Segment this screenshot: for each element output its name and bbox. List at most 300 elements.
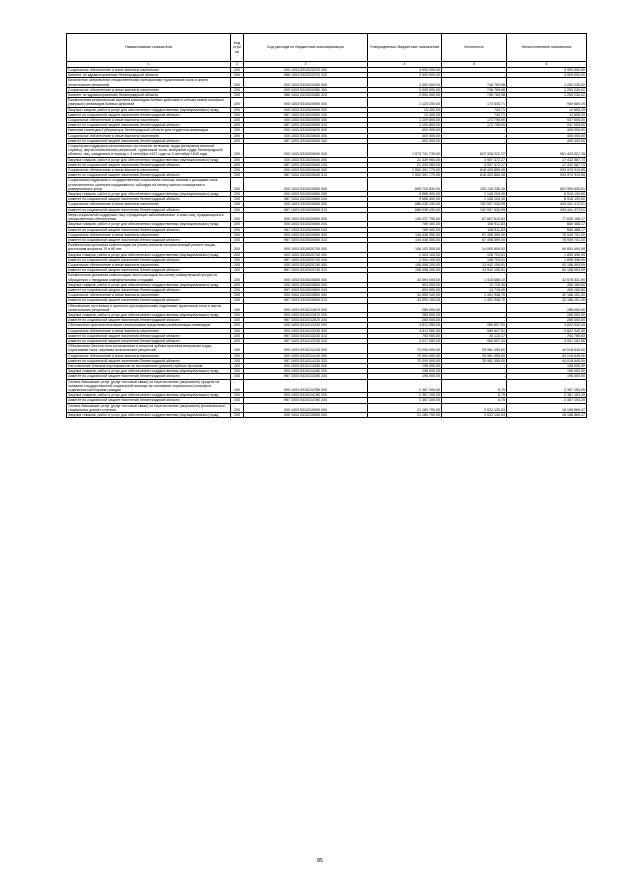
row-line-code: 200 — [231, 243, 244, 252]
row-line-code: 200 — [231, 144, 244, 158]
row-approved-amount: 503 900,00 — [368, 287, 442, 292]
row-executed-amount: - — [442, 303, 507, 312]
row-approved-amount: 9 666 400,00 — [368, 192, 442, 197]
row-line-code: 200 — [231, 257, 244, 262]
row-budget-code: 987 1003 5310020590 313 — [244, 123, 368, 128]
row-indicator-name: Закупка товаров, работ и услуг для обеспечения государственных (муниципальных) нужд — [67, 107, 231, 112]
row-budget-code: 000 1003 5310215050 200 — [244, 413, 368, 418]
row-unexecuted-amount: 951 403 507,28 — [507, 144, 587, 158]
row-indicator-name: Социальное обеспечение и иные выплаты населению — [67, 133, 231, 138]
row-budget-code: 987 1003 5310020650 313 — [244, 207, 368, 212]
row-budget-code: 000 1003 5310020690 200 — [244, 222, 368, 227]
row-budget-code: 000 1003 5310214280 200 — [244, 369, 368, 374]
row-unexecuted-amount: 12 655,29 — [507, 112, 587, 117]
row-executed-amount: - — [442, 68, 507, 73]
row-unexecuted-amount: 17 432 587,73 — [507, 157, 587, 162]
column-number: 1 — [67, 62, 231, 68]
row-approved-amount: 4 811 950,00 — [368, 323, 442, 328]
row-budget-code: 000 1003 5310020800 200 — [244, 282, 368, 287]
row-unexecuted-amount: 3 900 000,00 — [507, 73, 587, 78]
row-line-code: 200 — [231, 328, 244, 333]
row-unexecuted-amount: 198 000,00 — [507, 369, 587, 374]
row-indicator-name: Социальное обеспечение и иные выплаты населению — [67, 87, 231, 92]
table-row — [67, 144, 587, 158]
row-indicator-name: Социальное обеспечение и иные выплаты населению — [67, 328, 231, 333]
row-budget-code: 987 1003 5310020800 244 — [244, 287, 368, 292]
row-indicator-name: Бесплатное обеспечение лекарственными препаратами труженников тыла и жертв политических репрессий — [67, 78, 231, 87]
page-number: 85 — [316, 858, 324, 864]
column-number: 5 — [442, 62, 507, 68]
row-unexecuted-amount: 1 895 396,99 — [507, 257, 587, 262]
row-unexecuted-amount: 680 488,17 — [507, 222, 587, 227]
row-indicator-name: комитет по социальной защите населения Ленинградской области — [67, 162, 231, 167]
row-approved-amount: 3 900 000,00 — [368, 68, 442, 73]
row-budget-code: 000 1003 5310020800 300 — [244, 293, 368, 298]
row-executed-amount: 173 530,71 — [442, 98, 507, 107]
row-unexecuted-amount: 12 655,29 — [507, 107, 587, 112]
row-executed-amount: 29 110,17 — [442, 333, 507, 338]
row-approved-amount: 686 038 430,00 — [368, 207, 442, 212]
row-indicator-name: Социальная поддержка и государственная социальная помощь семьям с доходами ниже установленного критерия нуждаемости, субсидии на оплату жилого помещения и коммунальных услуг — [67, 178, 231, 192]
row-executed-amount: 6,75 — [442, 393, 507, 398]
row-unexecuted-amount: 400 000,00 — [507, 138, 587, 143]
table-body — [67, 68, 587, 418]
row-indicator-name: Оплата банковских услуг (услуг почтовой связи) по перечислению (пересылке) средств на оказание государственной социальной помощи на основании социального контракта отдельным категориям граждан — [67, 379, 231, 393]
row-indicator-name: комитет по социальной защите населения Ленинградской области — [67, 123, 231, 128]
row-unexecuted-amount: 77 630 189,17 — [507, 212, 587, 221]
row-unexecuted-amount: 76 949 701,00 — [507, 232, 587, 237]
row-unexecuted-amount: 1 253 230,02 — [507, 93, 587, 98]
row-approved-amount: 400 000,00 — [368, 133, 442, 138]
row-unexecuted-amount: 1 253 230,02 — [507, 78, 587, 87]
row-indicator-name: комитет по социальной защите населения Ленинградской области — [67, 173, 231, 178]
column-number: 4 — [368, 62, 442, 68]
row-unexecuted-amount: 933 970 919,55 — [507, 168, 587, 173]
row-indicator-name: Обеспечение дополнительными техническими средствами реабилитации инвалидов — [67, 323, 231, 328]
row-indicator-name: Закупка товаров, работ и услуг для обеспечения государственных (муниципальных) нужд — [67, 393, 231, 398]
row-unexecuted-amount: 3 822 042,49 — [507, 323, 587, 328]
row-budget-code: 000 1003 5310020740 300 — [244, 262, 368, 267]
row-approved-amount: 106 098 200,00 — [368, 262, 442, 267]
header-unexecuted: Неисполненные назначения — [507, 34, 587, 62]
row-budget-code: 000 1003 5310020370 300 — [244, 68, 368, 73]
row-unexecuted-amount: 2 367 193,25 — [507, 393, 587, 398]
row-unexecuted-amount: 94 051 490,08 — [507, 243, 587, 252]
row-executed-amount: 67 498 599,00 — [442, 232, 507, 237]
row-unexecuted-amount: 1 253 230,02 — [507, 87, 587, 92]
row-indicator-name: комитет по социальной защите населения Ленинградской области — [67, 374, 231, 379]
row-line-code: 200 — [231, 73, 244, 78]
row-approved-amount: 285 000,00 — [368, 318, 442, 323]
row-budget-code: 000 1003 5310020590 000 — [244, 98, 368, 107]
row-budget-code: 000 1003 5310020380 300 — [244, 87, 368, 92]
row-indicator-name: Социальное обеспечение и иные выплаты населению — [67, 262, 231, 267]
row-line-code: 200 — [231, 162, 244, 167]
row-unexecuted-amount: 44 018 645,00 — [507, 358, 587, 363]
row-unexecuted-amount: 764 789,83 — [507, 333, 587, 338]
row-approved-amount: 70 000 000,00 — [368, 344, 442, 353]
row-budget-code: 987 1003 5310020640 313 — [244, 173, 368, 178]
row-budget-code: 000 1003 5310214780 200 — [244, 393, 368, 398]
row-indicator-name: комитет по социальной защите населения Ленинградской области — [67, 227, 231, 232]
row-indicator-name: комитет по социальной защите населения Ленинградской области — [67, 398, 231, 403]
header-executed: Исполнено — [442, 34, 507, 62]
row-unexecuted-amount: 92 156 093,09 — [507, 268, 587, 273]
row-executed-amount: 618 420 850,45 — [442, 173, 507, 178]
row-budget-code: 000 1003 5310214780 000 — [244, 379, 368, 393]
row-budget-code: 000 1003 5310213230 300 — [244, 328, 368, 333]
row-approved-amount: 144 448 350,00 — [368, 232, 442, 237]
row-executed-amount: 13 942 106,91 — [442, 262, 507, 267]
row-unexecuted-amount: 8 518 190,60 — [507, 197, 587, 202]
row-indicator-name: Закупка товаров, работ и услуг для обеспечения государственных (муниципальных) нужд — [67, 369, 231, 374]
row-line-code: 200 — [231, 369, 244, 374]
row-indicator-name: Меры социальной поддержки лиц, страдающих заболеваниями, и иных лиц, нуждающихся в лекарственном обеспечении — [67, 212, 231, 221]
row-unexecuted-amount: 937 005,00 — [507, 123, 587, 128]
row-budget-code: 000 1003 5310020690 300 — [244, 232, 368, 237]
row-approved-amount: 4 811 950,00 — [368, 328, 442, 333]
row-budget-code: 987 1003 5310020640 244 — [244, 162, 368, 167]
row-line-code: 200 — [231, 338, 244, 343]
row-budget-code: 987 1003 5310020690 313 — [244, 237, 368, 242]
row-line-code: 200 — [231, 379, 244, 393]
row-line-code: 200 — [231, 374, 244, 379]
row-budget-code: 000 1003 5310020590 300 — [244, 118, 368, 123]
row-approved-amount: 285 000,00 — [368, 303, 442, 312]
row-unexecuted-amount: 490 180,60 — [507, 282, 587, 287]
row-approved-amount: 13 400,00 — [368, 112, 442, 117]
row-unexecuted-amount: 3 057 252,66 — [507, 338, 587, 343]
row-approved-amount: 2 000 000,00 — [368, 78, 442, 87]
row-budget-code: 000 1003 5310213230 000 — [244, 323, 368, 328]
row-indicator-name: Обеспечение протезами и протезно-ортопедическими изделиями тружеников тыла и жертв политических репрессий — [67, 303, 231, 312]
row-budget-code: 000 1003 5310020690 000 — [244, 212, 368, 221]
row-line-code: 200 — [231, 232, 244, 237]
budget-execution-table — [66, 33, 587, 418]
row-line-code: 200 — [231, 133, 244, 138]
row-line-code: 200 — [231, 123, 244, 128]
row-executed-amount: 192 597 026,99 — [442, 207, 507, 212]
row-budget-code: 000 1003 5310214280 000 — [244, 363, 368, 368]
row-unexecuted-amount: 8 518 190,60 — [507, 192, 587, 197]
row-executed-amount: 172 795,00 — [442, 123, 507, 128]
row-indicator-name: Социальное обеспечение и иные выплаты населению — [67, 202, 231, 207]
row-approved-amount: 1 573 731 730,00 — [368, 144, 442, 158]
row-unexecuted-amount: 32 188 151,30 — [507, 298, 587, 303]
row-indicator-name: Ежемесячная денежная компенсация на уплату взносов на капитальный ремонт лицам, достигшим возраста 70 и 80 лет — [67, 243, 231, 252]
row-budget-code: 000 1003 5310020740 000 — [244, 243, 368, 252]
row-line-code: 200 — [231, 138, 244, 143]
row-approved-amount: 1 552 391 770,00 — [368, 168, 442, 173]
row-line-code: 200 — [231, 413, 244, 418]
table-row — [67, 379, 587, 393]
row-executed-amount: 108 703,01 — [442, 252, 507, 257]
row-executed-amount: 618 420 850,45 — [442, 168, 507, 173]
row-approved-amount: 34 094 000,00 — [368, 273, 442, 282]
row-executed-amount: 6,75 — [442, 398, 507, 403]
row-approved-amount: 1 109 800,00 — [368, 123, 442, 128]
table-row — [67, 78, 587, 87]
table-header-row — [67, 34, 587, 62]
row-indicator-name: комитет по социальной защите населения Ленинградской области — [67, 298, 231, 303]
row-unexecuted-amount: 198 000,00 — [507, 374, 587, 379]
row-approved-amount: 70 000 000,00 — [368, 353, 442, 358]
row-line-code: 200 — [231, 197, 244, 202]
row-approved-amount: 198 000,00 — [368, 369, 442, 374]
row-budget-code: 000 1003 5310020630 000 — [244, 128, 368, 133]
row-approved-amount: 33 590 100,00 — [368, 293, 442, 298]
row-indicator-name: комитет по социальной защите населения Ленинградской области — [67, 318, 231, 323]
row-executed-amount: 744,71 — [442, 107, 507, 112]
row-executed-amount: 172 795,00 — [442, 118, 507, 123]
row-approved-amount: 198 000,00 — [368, 374, 442, 379]
row-approved-amount: 400 000,00 — [368, 128, 442, 133]
row-indicator-name: комитет по социальной защите населения Ленинградской области — [67, 197, 231, 202]
row-executed-amount: 108 703,01 — [442, 257, 507, 262]
row-line-code: 200 — [231, 312, 244, 317]
row-indicator-name: комитет по социальной защите населения Ленинградской области — [67, 268, 231, 273]
row-line-code: 200 — [231, 227, 244, 232]
row-line-code: 200 — [231, 68, 244, 73]
row-indicator-name: Социальное обеспечение и иные выплаты населению — [67, 118, 231, 123]
row-unexecuted-amount: 44 018 645,00 — [507, 353, 587, 358]
row-unexecuted-amount: 285 000,00 — [507, 318, 587, 323]
row-executed-amount: 1 401 948,70 — [442, 298, 507, 303]
row-executed-amount: 13 719,40 — [442, 287, 507, 292]
row-executed-amount: 1 148 209,40 — [442, 197, 507, 202]
row-unexecuted-amount: 76 949 701,00 — [507, 237, 587, 242]
row-indicator-name: Социальное обеспечение и иные выплаты населению — [67, 232, 231, 237]
row-unexecuted-amount: 933 970 919,55 — [507, 173, 587, 178]
row-indicator-name: Комитет по здравоохранению Ленинградской области — [67, 93, 231, 98]
row-line-code: 200 — [231, 93, 244, 98]
column-number: 6 — [507, 62, 587, 68]
row-indicator-name: комитет по социальной защите населения Ленинградской области — [67, 138, 231, 143]
row-executed-amount: 192 597 026,99 — [442, 202, 507, 207]
row-approved-amount: 21 180 700,00 — [368, 403, 442, 412]
header-indicator-name: Наименование показателя — [67, 34, 231, 62]
row-approved-amount: 2 004 100,00 — [368, 257, 442, 262]
row-indicator-name: Социальное обеспечение и иные выплаты населению — [67, 353, 231, 358]
row-executed-amount: 67 607 510,83 — [442, 212, 507, 221]
row-approved-amount: 108 102 300,00 — [368, 243, 442, 252]
row-executed-amount: - — [442, 128, 507, 133]
row-unexecuted-amount: 198 000,00 — [507, 363, 587, 368]
row-line-code: 200 — [231, 118, 244, 123]
row-line-code: 200 — [231, 192, 244, 197]
row-indicator-name: Социальное обеспечение и иные выплаты населению — [67, 168, 231, 173]
row-executed-amount: 108 911,83 — [442, 222, 507, 227]
row-budget-code: 000 1003 5310020650 300 — [244, 202, 368, 207]
row-line-code: 200 — [231, 403, 244, 412]
row-line-code: 200 — [231, 268, 244, 273]
row-approved-amount: 285 000,00 — [368, 312, 442, 317]
row-approved-amount: 33 590 100,00 — [368, 298, 442, 303]
row-budget-code: 000 1003 5310214130 000 — [244, 344, 368, 353]
row-approved-amount: 1 552 391 770,00 — [368, 173, 442, 178]
row-unexecuted-amount: 490 180,60 — [507, 287, 587, 292]
row-budget-code: 000 1003 5310020590 200 — [244, 107, 368, 112]
row-budget-code: 000 1003 5310020650 200 — [244, 192, 368, 197]
row-executed-amount: 989 807,51 — [442, 328, 507, 333]
row-line-code: 200 — [231, 363, 244, 368]
row-indicator-name: Социальное обеспечение и иные выплаты населению — [67, 293, 231, 298]
row-line-code: 200 — [231, 202, 244, 207]
row-unexecuted-amount: 1 895 396,99 — [507, 252, 587, 257]
column-number: 2 — [231, 62, 244, 68]
row-budget-code: 987 1003 5310020740 244 — [244, 257, 368, 262]
row-line-code: 200 — [231, 78, 244, 87]
row-line-code: 200 — [231, 318, 244, 323]
row-indicator-name: Комитет по здравоохранению Ленинградской области — [67, 73, 231, 78]
row-indicator-name: комитет по социальной защите населения Ленинградской области — [67, 287, 231, 292]
row-executed-amount: 25 981 355,00 — [442, 344, 507, 353]
row-budget-code: 000 1003 5310020380 000 — [244, 78, 368, 87]
row-approved-amount: 145 237 750,00 — [368, 212, 442, 221]
row-approved-amount: 13 400,00 — [368, 107, 442, 112]
row-approved-amount: 789 400,00 — [368, 222, 442, 227]
row-budget-code: 986 1003 5310020380 323 — [244, 93, 368, 98]
row-executed-amount: 3 022 130,53 — [442, 413, 507, 418]
row-approved-amount: 21 180 700,00 — [368, 413, 442, 418]
row-approved-amount: 3 900 000,00 — [368, 73, 442, 78]
row-executed-amount: 960 697,34 — [442, 338, 507, 343]
row-indicator-name: Социальное обеспечение и иные выплаты населению — [67, 68, 231, 73]
table-row — [67, 303, 587, 312]
row-indicator-name: комитет по социальной защите населения Ленинградской области — [67, 257, 231, 262]
row-executed-amount: - — [442, 312, 507, 317]
row-indicator-name: Изготовление бланков сертификатов на изготовление (ремонт) зубных протезов — [67, 363, 231, 368]
row-indicator-name: комитет по социальной защите населения Ленинградской области — [67, 338, 231, 343]
row-executed-amount: 14 050 809,92 — [442, 243, 507, 252]
row-executed-amount: 13 942 106,91 — [442, 268, 507, 273]
row-line-code: 200 — [231, 178, 244, 192]
row-indicator-name: комитет по социальной защите населения Ленинградской области — [67, 358, 231, 363]
row-line-code: 200 — [231, 333, 244, 338]
row-indicator-name: Именная стипендия Губернатора Ленинградской области для студентов-инвалидов — [67, 128, 231, 133]
row-budget-code: 987 1003 5310020650 244 — [244, 197, 368, 202]
row-unexecuted-amount: 937 005,00 — [507, 118, 587, 123]
row-indicator-name: Закупка товаров, работ и услуг для обеспечения государственных (муниципальных) нужд — [67, 413, 231, 418]
row-line-code: 200 — [231, 398, 244, 403]
row-line-code: 200 — [231, 112, 244, 117]
row-approved-amount: 144 448 350,00 — [368, 237, 442, 242]
row-line-code: 200 — [231, 128, 244, 133]
header-approved: Утвержденные бюджетные назначения — [368, 34, 442, 62]
row-budget-code: 987 1003 5310214280 244 — [244, 374, 368, 379]
row-budget-code: 000 1003 5310020650 000 — [244, 178, 368, 192]
row-indicator-name: Обеспечение бесплатного изготовления и ремонта зубных протезов ветеранам труда, труженикам тыла, жертвам политических репрессий — [67, 344, 231, 353]
table-row — [67, 178, 587, 192]
row-budget-code: 000 1003 5310212870 000 — [244, 303, 368, 312]
row-budget-code: 987 1003 5310020740 313 — [244, 268, 368, 273]
row-unexecuted-amount: 17 432 587,73 — [507, 162, 587, 167]
row-approved-amount: 1 123 200,00 — [368, 98, 442, 107]
column-number: 3 — [244, 62, 368, 68]
row-approved-amount: 21 339 960,00 — [368, 157, 442, 162]
row-budget-code: 000 1003 5310212870 200 — [244, 312, 368, 317]
row-executed-amount: - — [442, 138, 507, 143]
row-line-code: 200 — [231, 273, 244, 282]
row-line-code: 200 — [231, 98, 244, 107]
row-indicator-name: Закупка товаров, работ и услуг для обеспечения государственных (муниципальных) нужд — [67, 312, 231, 317]
row-executed-amount: 746 769,98 — [442, 78, 507, 87]
row-unexecuted-amount: 493 441 373,01 — [507, 202, 587, 207]
row-budget-code: 987 1003 5310020590 244 — [244, 112, 368, 117]
row-line-code: 200 — [231, 212, 244, 221]
row-approved-amount: 2 367 200,00 — [368, 398, 442, 403]
row-budget-code: 000 1003 5310020640 300 — [244, 168, 368, 173]
row-indicator-name: Закупка товаров, работ и услуг для обеспечения государственных (муниципальных) нужд — [67, 192, 231, 197]
row-executed-amount: 25 981 355,00 — [442, 358, 507, 363]
row-approved-amount: 2 004 100,00 — [368, 252, 442, 257]
row-budget-code: 987 1003 5310020630 340 — [244, 138, 368, 143]
table-row — [67, 344, 587, 353]
table-row — [67, 273, 587, 282]
row-line-code: 200 — [231, 298, 244, 303]
row-budget-code: 986 1003 5310020370 323 — [244, 73, 368, 78]
row-approved-amount: 686 038 430,00 — [368, 202, 442, 207]
row-unexecuted-amount: 3 822 042,49 — [507, 328, 587, 333]
row-executed-amount: - — [442, 374, 507, 379]
row-indicator-name: Оплата банковских услуг (услуг почтовой связи) по перечислению (пересылке) региональных социальных доплат к пенсии — [67, 403, 231, 412]
row-executed-amount: - — [442, 73, 507, 78]
row-budget-code: 987 1003 5310020800 313 — [244, 298, 368, 303]
row-line-code: 200 — [231, 287, 244, 292]
row-indicator-name: Закупка товаров, работ и услуг для обеспечения государственных (муниципальных) нужд — [67, 252, 231, 257]
row-indicator-name: Ежемесячная региональная выплата инвалидам боевых действий и членам семей погибших (умерших) инвалидов боевых действий — [67, 98, 231, 107]
row-approved-amount: 2 000 000,00 — [368, 93, 442, 98]
row-executed-amount: 1 148 209,40 — [442, 192, 507, 197]
row-approved-amount: 4 017 950,00 — [368, 338, 442, 343]
row-unexecuted-amount: 501 959 593,61 — [507, 178, 587, 192]
row-executed-amount: - — [442, 133, 507, 138]
row-unexecuted-amount: 44 018 645,00 — [507, 344, 587, 353]
row-unexecuted-amount: 949 669,29 — [507, 98, 587, 107]
header-line-code: Код стро ки — [231, 34, 244, 62]
header-budget-code: Код расхода по бюджетной классификации — [244, 34, 368, 62]
row-executed-amount: 3 022 130,53 — [442, 403, 507, 412]
row-line-code: 200 — [231, 237, 244, 242]
row-line-code: 200 — [231, 262, 244, 267]
row-executed-amount: - — [442, 369, 507, 374]
row-budget-code: 000 1003 5310020640 000 — [244, 144, 368, 158]
row-budget-code: 987 1003 5310212870 244 — [244, 318, 368, 323]
row-indicator-name: Закупка товаров, работ и услуг для обеспечения государственных (муниципальных) нужд — [67, 157, 231, 162]
row-approved-amount: 2 367 200,00 — [368, 393, 442, 398]
row-unexecuted-amount: 92 156 093,09 — [507, 262, 587, 267]
row-line-code: 200 — [231, 393, 244, 398]
row-executed-amount: 744,71 — [442, 112, 507, 117]
row-indicator-name: Закупка товаров, работ и услуг для обеспечения государственных (муниципальных) нужд — [67, 282, 231, 287]
row-line-code: 200 — [231, 157, 244, 162]
row-approved-amount: 9 666 400,00 — [368, 197, 442, 202]
table-row — [67, 212, 587, 221]
row-approved-amount: 106 098 200,00 — [368, 268, 442, 273]
row-line-code: 200 — [231, 222, 244, 227]
table-row — [67, 413, 587, 418]
row-executed-amount: 622 328 222,72 — [442, 144, 507, 158]
row-budget-code: 000 1003 5310214130 300 — [244, 353, 368, 358]
row-unexecuted-amount: 2 367 193,25 — [507, 398, 587, 403]
row-line-code: 200 — [231, 173, 244, 178]
row-approved-amount: 793 900,00 — [368, 333, 442, 338]
row-budget-code: 987 1003 5310214780 244 — [244, 398, 368, 403]
row-executed-amount: 1 401 948,70 — [442, 293, 507, 298]
row-approved-amount: 400 000,00 — [368, 138, 442, 143]
row-executed-amount: 989 807,51 — [442, 323, 507, 328]
row-executed-amount: 746 769,98 — [442, 87, 507, 92]
